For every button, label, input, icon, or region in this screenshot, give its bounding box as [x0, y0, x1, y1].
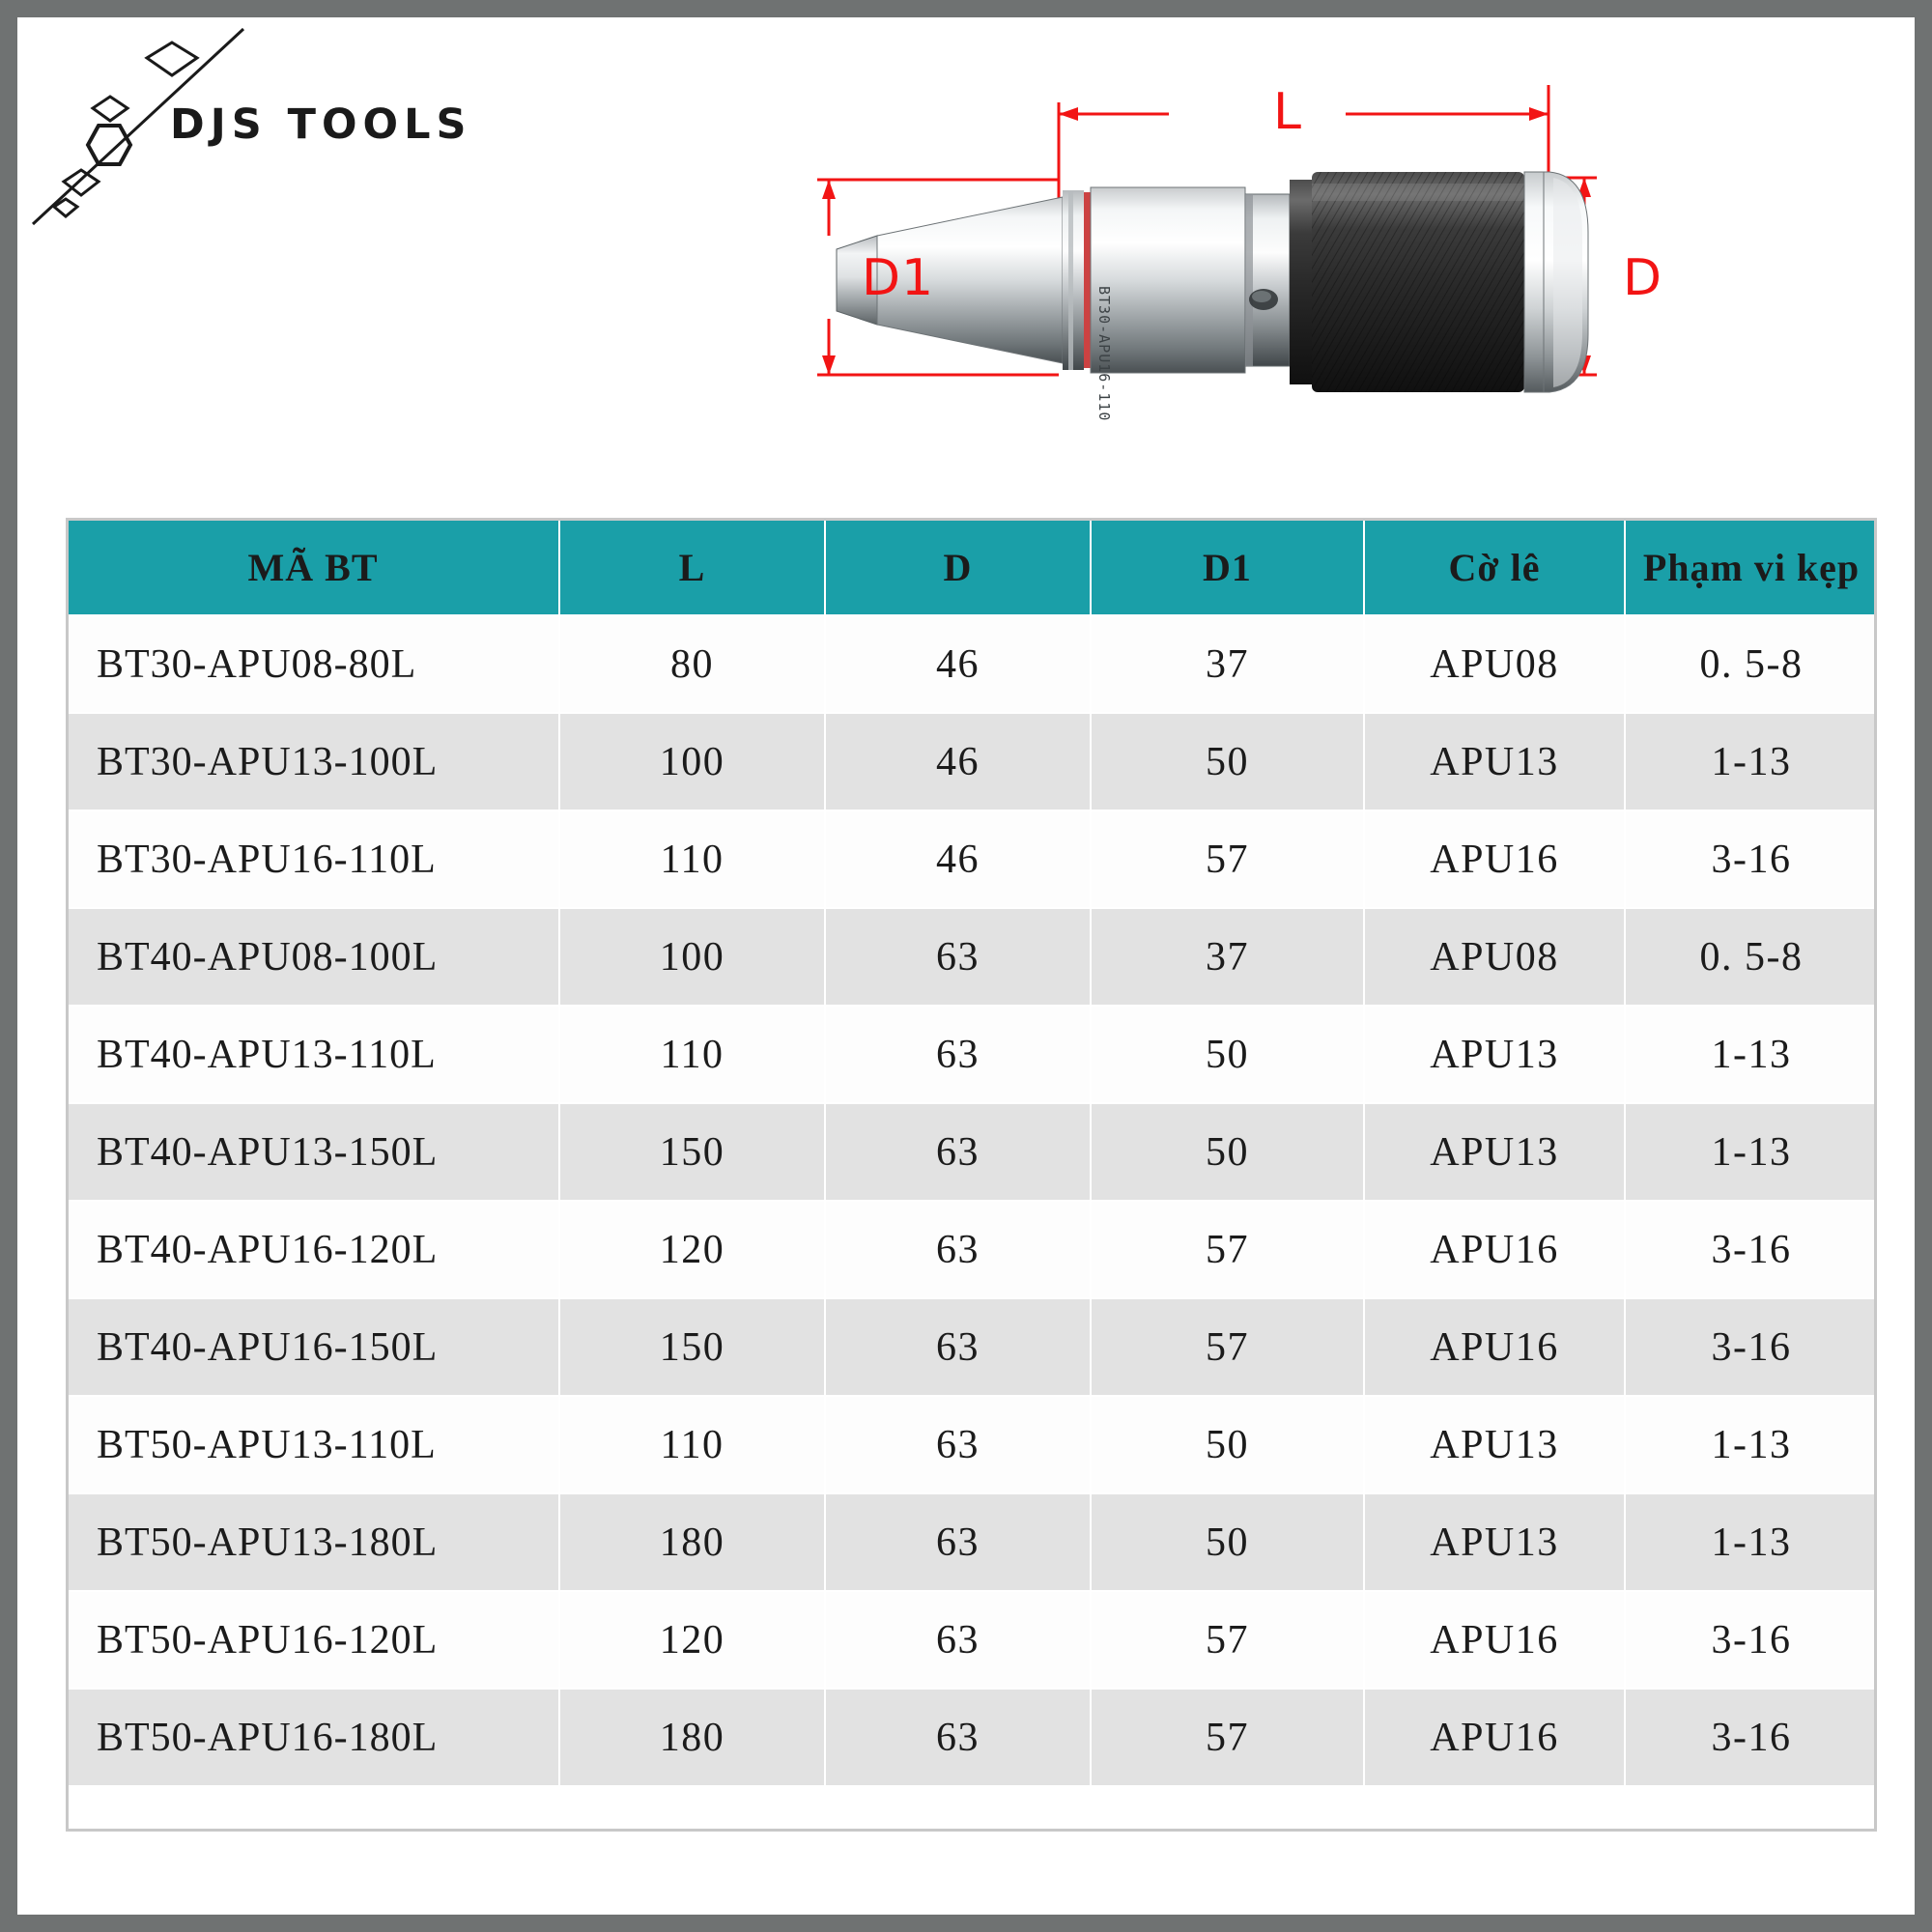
cell-code: BT50-APU16-120L	[67, 1591, 559, 1689]
cell-d: 63	[825, 1103, 1091, 1201]
table-row	[67, 1201, 1878, 1298]
brand-name: DJS TOOLS	[170, 100, 472, 149]
cell-l: 100	[559, 713, 825, 810]
table-row	[67, 1591, 1878, 1689]
cell-l: 180	[559, 1493, 825, 1591]
column-header-d: D	[825, 519, 1091, 615]
cell-range: 1-13	[1625, 1103, 1878, 1201]
table-row	[67, 1298, 1878, 1396]
specification-table	[66, 518, 1879, 1787]
cell-wrench: APU13	[1364, 1103, 1625, 1201]
cell-d: 46	[825, 810, 1091, 908]
cell-range: 3-16	[1625, 1201, 1878, 1298]
table-header	[67, 519, 1878, 615]
column-header-d1: D1	[1091, 519, 1364, 615]
column-header-range: Phạm vi kẹp	[1625, 519, 1878, 615]
table-row	[67, 1396, 1878, 1493]
cell-d1: 50	[1091, 713, 1364, 810]
cell-code: BT40-APU13-150L	[67, 1103, 559, 1201]
cell-l: 150	[559, 1298, 825, 1396]
cell-d1: 57	[1091, 1201, 1364, 1298]
cell-d: 46	[825, 713, 1091, 810]
cell-wrench: APU16	[1364, 1201, 1625, 1298]
cell-d1: 37	[1091, 908, 1364, 1006]
dimension-label-d: D	[1623, 249, 1663, 307]
cell-code: BT40-APU08-100L	[67, 908, 559, 1006]
cell-l: 120	[559, 1201, 825, 1298]
cell-d1: 50	[1091, 1396, 1364, 1493]
cell-code: BT40-APU16-120L	[67, 1201, 559, 1298]
cell-d1: 57	[1091, 1689, 1364, 1786]
cell-wrench: APU08	[1364, 615, 1625, 713]
cell-range: 1-13	[1625, 1396, 1878, 1493]
cell-range: 3-16	[1625, 810, 1878, 908]
cell-l: 120	[559, 1591, 825, 1689]
cell-range: 1-13	[1625, 1006, 1878, 1103]
cell-wrench: APU13	[1364, 1493, 1625, 1591]
cell-wrench: APU13	[1364, 1006, 1625, 1103]
table-row	[67, 615, 1878, 713]
cell-code: BT40-APU13-110L	[67, 1006, 559, 1103]
cell-l: 180	[559, 1689, 825, 1786]
cell-l: 110	[559, 810, 825, 908]
cell-range: 0. 5-8	[1625, 908, 1878, 1006]
cell-l: 150	[559, 1103, 825, 1201]
cell-code: BT30-APU16-110L	[67, 810, 559, 908]
dimension-label-l: L	[1273, 83, 1302, 141]
cell-d: 46	[825, 615, 1091, 713]
cell-d1: 57	[1091, 1591, 1364, 1689]
table-body	[67, 615, 1878, 1786]
cell-l: 110	[559, 1006, 825, 1103]
cell-wrench: APU13	[1364, 1396, 1625, 1493]
cell-wrench: APU13	[1364, 713, 1625, 810]
table-row	[67, 1689, 1878, 1786]
dimension-label-d1: D1	[862, 249, 935, 307]
cell-wrench: APU16	[1364, 1591, 1625, 1689]
cell-code: BT50-APU16-180L	[67, 1689, 559, 1786]
table-row	[67, 1006, 1878, 1103]
cell-l: 110	[559, 1396, 825, 1493]
product-illustration	[810, 56, 1891, 500]
cell-d1: 57	[1091, 1298, 1364, 1396]
table-header-row	[67, 519, 1878, 615]
cell-code: BT40-APU16-150L	[67, 1298, 559, 1396]
cell-wrench: APU08	[1364, 908, 1625, 1006]
cell-range: 3-16	[1625, 1591, 1878, 1689]
cell-d: 63	[825, 1298, 1091, 1396]
brand-logo	[27, 25, 481, 228]
cell-d1: 37	[1091, 615, 1364, 713]
cell-d: 63	[825, 1689, 1091, 1786]
table-row	[67, 810, 1878, 908]
cell-d: 63	[825, 1396, 1091, 1493]
cell-wrench: APU16	[1364, 810, 1625, 908]
table-row	[67, 908, 1878, 1006]
cell-range: 3-16	[1625, 1689, 1878, 1786]
cell-d: 63	[825, 1006, 1091, 1103]
cell-d1: 50	[1091, 1493, 1364, 1591]
cell-d: 63	[825, 1591, 1091, 1689]
cell-d: 63	[825, 908, 1091, 1006]
cell-d: 63	[825, 1201, 1091, 1298]
cell-range: 1-13	[1625, 1493, 1878, 1591]
cell-code: BT30-APU13-100L	[67, 713, 559, 810]
cell-code: BT50-APU13-180L	[67, 1493, 559, 1591]
cell-range: 0. 5-8	[1625, 615, 1878, 713]
svg-text:BT30-APU16-110: BT30-APU16-110	[1095, 286, 1113, 422]
column-header-l: L	[559, 519, 825, 615]
cell-code: BT30-APU08-80L	[67, 615, 559, 713]
page-content	[17, 17, 1915, 1915]
cell-d1: 57	[1091, 810, 1364, 908]
tool-holder-drawing	[810, 56, 1891, 500]
cell-d1: 50	[1091, 1103, 1364, 1201]
cell-d: 63	[825, 1493, 1091, 1591]
cell-code: BT50-APU13-110L	[67, 1396, 559, 1493]
cell-wrench: APU16	[1364, 1689, 1625, 1786]
cell-wrench: APU16	[1364, 1298, 1625, 1396]
cell-l: 100	[559, 908, 825, 1006]
cell-range: 1-13	[1625, 713, 1878, 810]
column-header-wrench: Cờ lê	[1364, 519, 1625, 615]
cell-l: 80	[559, 615, 825, 713]
cell-d1: 50	[1091, 1006, 1364, 1103]
specification-table-container	[66, 518, 1877, 1787]
column-header-code: MÃ BT	[67, 519, 559, 615]
table-row	[67, 1493, 1878, 1591]
table-row	[67, 1103, 1878, 1201]
table-row	[67, 713, 1878, 810]
cell-range: 3-16	[1625, 1298, 1878, 1396]
